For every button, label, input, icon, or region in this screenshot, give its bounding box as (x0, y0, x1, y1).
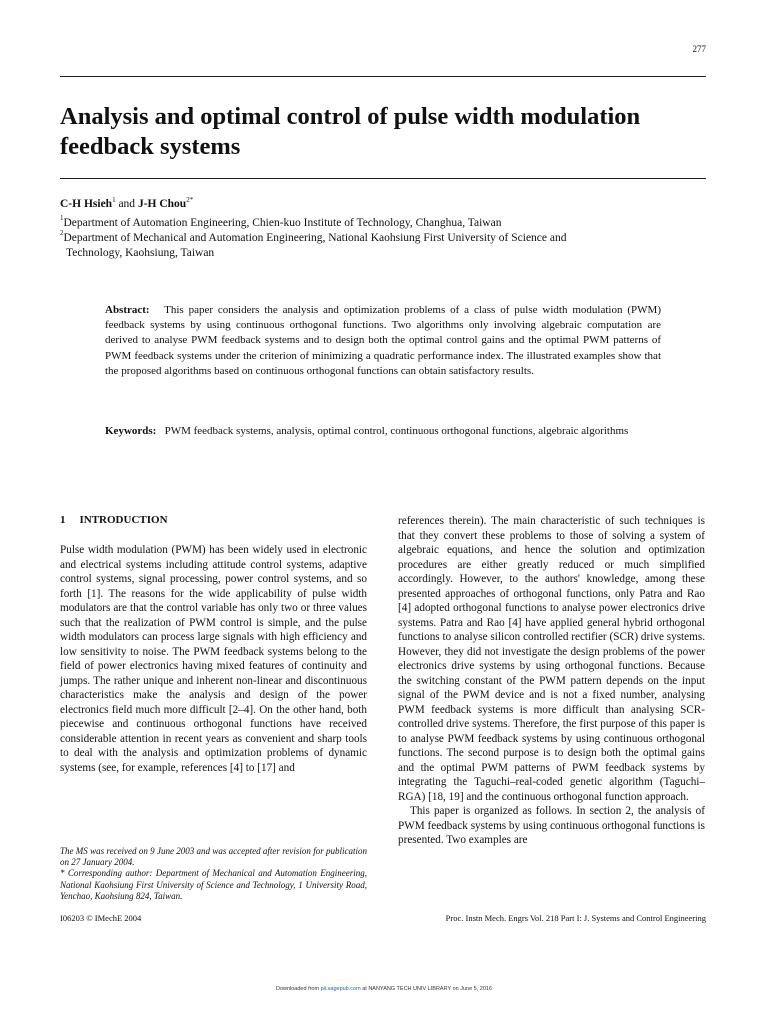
keywords (105, 424, 661, 439)
section-title: INTRODUCTION (79, 514, 168, 526)
footer-copyright: I06203 © IMechE 2004 (60, 913, 142, 923)
download-notice (0, 986, 768, 992)
page-number: 277 (692, 44, 706, 54)
keywords-label: Keywords: (105, 425, 157, 437)
section-number: 1 (60, 514, 66, 526)
affiliation-2 (60, 227, 706, 261)
download-prefix: Downloaded from (275, 986, 320, 992)
affiliation-sup: 2 (60, 229, 64, 237)
header-rule (60, 76, 706, 77)
abstract-text: This paper considers the analysis and optimization problems of a class of pulse width modulation (PWM) feedback systems by using continuous orthogonal functions. Two algorithms only involving algebraic computation are derived to analyse PWM feedback systems and to design both the optimal control gains and the optimal PWM patterns of PWM feedback systems under the criterion of minimizing a quadratic performance index. The illustrated examples show that the proposed algorithms based on continuous orthogonal functions can obtain satisfactory results. (105, 304, 661, 377)
footnote-received: The MS was received on 9 June 2003 and was accepted after revision for publication on 27 January 2004. (60, 846, 367, 868)
affiliation-sup: 1 (60, 214, 64, 222)
title-rule (60, 178, 706, 179)
paper-title: Analysis and optimal control of pulse width modulation feedback systems (60, 103, 641, 160)
abstract-label: Abstract: (105, 304, 150, 316)
affiliation-text: Department of Automation Engineering, Chien-kuo Institute of Technology, Changhua, Taiwan (63, 216, 502, 229)
download-link[interactable]: pii.sagepub.com (320, 986, 361, 992)
author-name: C-H Hsieh (60, 197, 113, 210)
footnote-corresponding: * Corresponding author: Department of Mechanical and Automation Engineering, National Kaohsiung First University of Science and Technology, 1 University Road, Yenchao, Kaohsiung 824, Taiwan. (60, 868, 367, 901)
author-name: J-H Chou (137, 197, 187, 210)
right-column (398, 514, 705, 848)
affiliation-text: Department of Mechanical and Automation Engineering, National Kaohsiung First University of Science and (63, 231, 567, 244)
author-line (60, 196, 193, 210)
affiliation-text-cont: Technology, Kaohsiung, Taiwan (66, 246, 215, 259)
author-conjunction: and (118, 197, 136, 210)
body-paragraph: This paper is organized as follows. In section 2, the analysis of PWM feedback systems by using continuous orthogonal functions is presented. Two examples are (398, 805, 706, 846)
body-paragraph: references therein). The main characteristic of such techniques is that they convert these problems to those of solving a system of algebraic equations, and hence the solution and optimization procedures are either greatly reduced or much simplified accordingly. However, to the authors' knowledge, among these presented approaches of orthogonal functions, only Patra and Rao [4] adopted orthogonal functions to analyse power electronics drive systems. Patra and Rao [4] have applied general hybrid orthogonal functions to analyse silicon controlled rectifier (SCR) drive systems. However, they did not investigate the design problems of the power electronics drive systems by using orthogonal functions. Because the switching constant of the PWM pattern depends on the input signal of the PWM device and is not a fixed number, analysing PWM feedback systems is more difficult than analysing SCR-controlled drive systems. Therefore, the first purpose of this paper is to analyse PWM feedback systems by using continuous orthogonal functions. The second purpose is to design both the optimal gains and the optimal PWM patterns of PWM feedback systems by integrating the Taguchi–real-coded genetic algorithm (Taguchi–RGA) [18, 19] and the continuous orthogonal function approach. (398, 515, 705, 803)
download-suffix: at NANYANG TECH UNIV LIBRARY on June 5, 2016 (362, 986, 493, 992)
left-column (60, 543, 367, 775)
footnotes (60, 846, 367, 902)
keywords-text: PWM feedback systems, analysis, optimal control, continuous orthogonal functions, algebraic algorithms (164, 425, 629, 437)
body-paragraph: Pulse width modulation (PWM) has been widely used in electronic and electrical systems including attitude control systems, adaptive control systems, signal processing, power control systems, and so forth [1]. The reasons for the wide applicability of pulse width modulators are that the control variable has only two or three values such that the realization of PWM control is simple, and the pulse width modulators can process large signals with high efficiency and low sensitivity to noise. The PWM feedback systems belong to the field of power electronics having mixed features of continuity and jumps. The rather unique and inherent non-linear and discontinuous characteristics make the analysis and design of the power electronics field much more difficult [2–4]. On the other hand, both piecewise and continuous orthogonal functions have received considerable attention in recent years as convenient and sharp tools to deal with the analysis and optimization problems of dynamic systems (see, for example, references [4] to [17] and (60, 544, 367, 774)
section-heading (60, 514, 182, 526)
abstract (105, 303, 661, 379)
author-sup: 2* (186, 196, 194, 204)
author-sup: 1 (112, 196, 116, 204)
footer-journal: Proc. Instn Mech. Engrs Vol. 218 Part I: J. Systems and Control Engineering (445, 913, 706, 923)
